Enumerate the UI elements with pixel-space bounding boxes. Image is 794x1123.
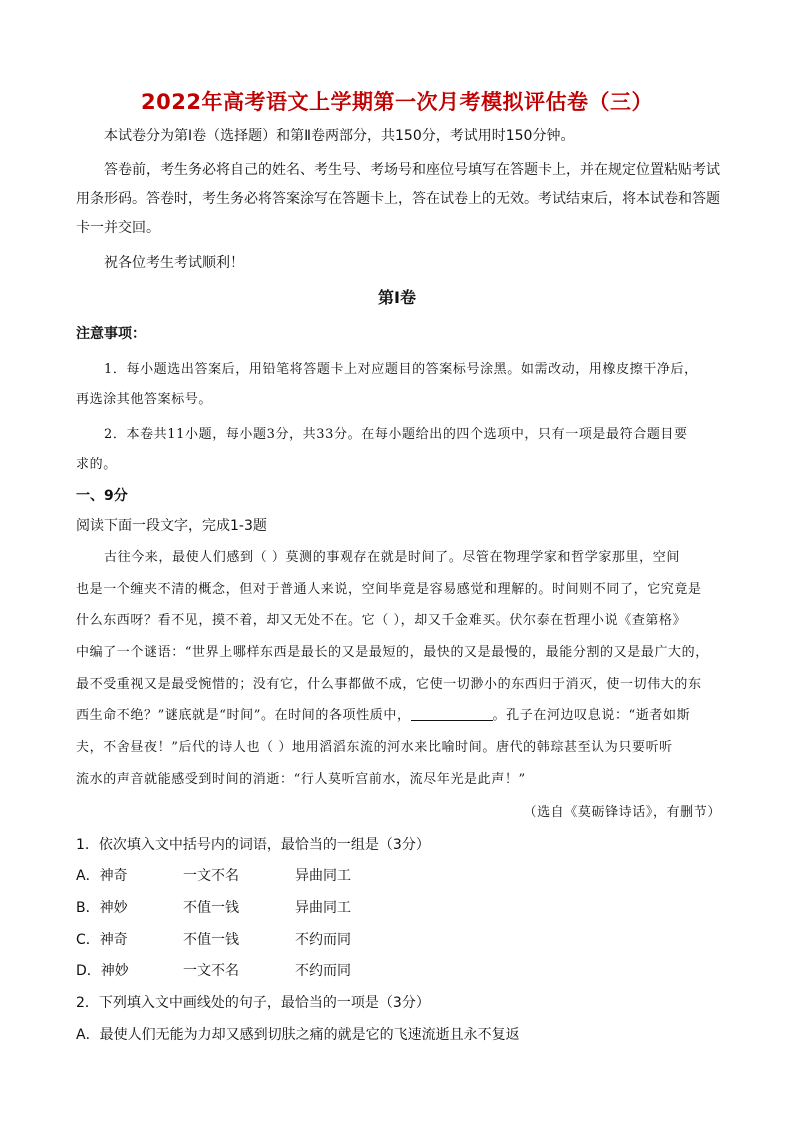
volume-title: 第Ⅰ卷 xyxy=(378,288,416,307)
passage-line-2: 也是一个缠夹不清的概念，但对于普通人来说，空间毕竟是容易感觉和理解的。时间则不同了，它究竟是 xyxy=(76,582,702,597)
intro-line-2c: 卡一并交回。 xyxy=(76,220,160,236)
passage-line-6 xyxy=(76,706,721,726)
intro-line-1: 本试卷分为第Ⅰ卷（选择题）和第Ⅱ卷两部分，共150分，考试用时150分钟。 xyxy=(104,128,575,144)
notice-heading: 注意事项： xyxy=(76,326,146,342)
question-2-stem: 2．下列填入文中画线处的句子，最恰当的一项是（3分） xyxy=(76,995,430,1011)
intro-line-3: 祝各位考生考试顺利！ xyxy=(104,255,244,271)
passage-line-3: 什么东西呀？看不见，摸不着，却又无处不在。它（ ），却又千金难买。伏尔泰在哲理小说《查第格》 xyxy=(76,613,687,628)
section-1-heading: 一、9分 xyxy=(76,488,128,504)
intro-line-2a: 答卷前，考生务必将自己的姓名、考生号、考场号和座位号填写在答题卡上，并在规定位置粘贴考试 xyxy=(104,162,720,178)
answer-blank-line xyxy=(411,706,493,721)
q1-option-c-word-2: 不值一钱 xyxy=(183,932,239,948)
q1-option-d-label: D．神妙 xyxy=(76,963,129,979)
notice-item-2b: 求的。 xyxy=(76,457,117,472)
q2-option-a: A．最使人们无能为力却又感到切肤之痛的就是它的飞速流逝且永不复返 xyxy=(76,1027,520,1043)
q1-option-a-label: A．神奇 xyxy=(76,868,128,884)
notice-item-1b: 再选涂其他答案标号。 xyxy=(76,392,213,407)
q1-option-b-word-3: 异曲同工 xyxy=(295,900,351,916)
notice-item-1a: 1．每小题选出答案后，用铅笔将答题卡上对应题目的答案标号涂黑。如需改动，用橡皮擦干净后， xyxy=(104,362,698,377)
passage-source: （选自《莫砺锋诗话》，有删节） xyxy=(523,805,721,820)
exam-title: 2022年高考语文上学期第一次月考模拟评估卷（三） xyxy=(141,90,653,114)
passage-line-8: 流水的声音就能感受到时间的消逝：“行人莫听宫前水，流尽年光是此声！” xyxy=(76,772,526,787)
q1-option-b-word-2: 不值一钱 xyxy=(183,900,239,916)
passage-line-1: 古往今来，最使人们感到（ ）莫测的事观存在就是时间了。尽管在物理学家和哲学家那里，空间 xyxy=(104,550,680,565)
passage-line-6-end: 。孔子在河边叹息说：“逝者如斯 xyxy=(492,708,691,723)
q1-option-a-word-3: 异曲同工 xyxy=(295,868,351,884)
question-1-stem: 1．依次填入文中括号内的词语，最恰当的一组是（3分） xyxy=(76,837,430,853)
passage-line-4: 中编了一个谜语：“世界上哪样东西是最长的又是最短的，最快的又是最慢的，最能分割的又是最广大的， xyxy=(76,645,709,660)
intro-line-2b: 用条形码。答卷时，考生务必将答案涂写在答题卡上，答在试卷上的无效。考试结束后，将本试卷和答题 xyxy=(76,191,720,207)
q1-option-a-word-2: 一文不名 xyxy=(183,868,239,884)
notice-item-2a: 2．本卷共11小题，每小题3分，共33分。在每小题给出的四个选项中，只有一项是最符合题目要 xyxy=(104,427,688,442)
passage-line-7: 夫，不舍昼夜！”后代的诗人也（ ）地用滔滔东流的河水来比喻时间。唐代的韩琮甚至认为只要听听 xyxy=(76,740,673,755)
q1-option-d-word-3: 不约而同 xyxy=(295,963,351,979)
q1-option-d-word-2: 一文不名 xyxy=(183,963,239,979)
passage-line-6-start: 西生命不绝？”谜底就是“时间”。在时间的各项性质中， xyxy=(76,708,411,723)
q1-option-c-word-3: 不约而同 xyxy=(295,932,351,948)
q1-option-c-label: C．神奇 xyxy=(76,932,128,948)
section-1-instruction: 阅读下面一段文字，完成1-3题 xyxy=(76,518,267,534)
passage-line-5: 最不受重视又是最受惋惜的；没有它，什么事都做不成，它使一切渺小的东西归于消灭，使一切伟大的东 xyxy=(76,677,702,692)
q1-option-b-label: B．神妙 xyxy=(76,900,128,916)
